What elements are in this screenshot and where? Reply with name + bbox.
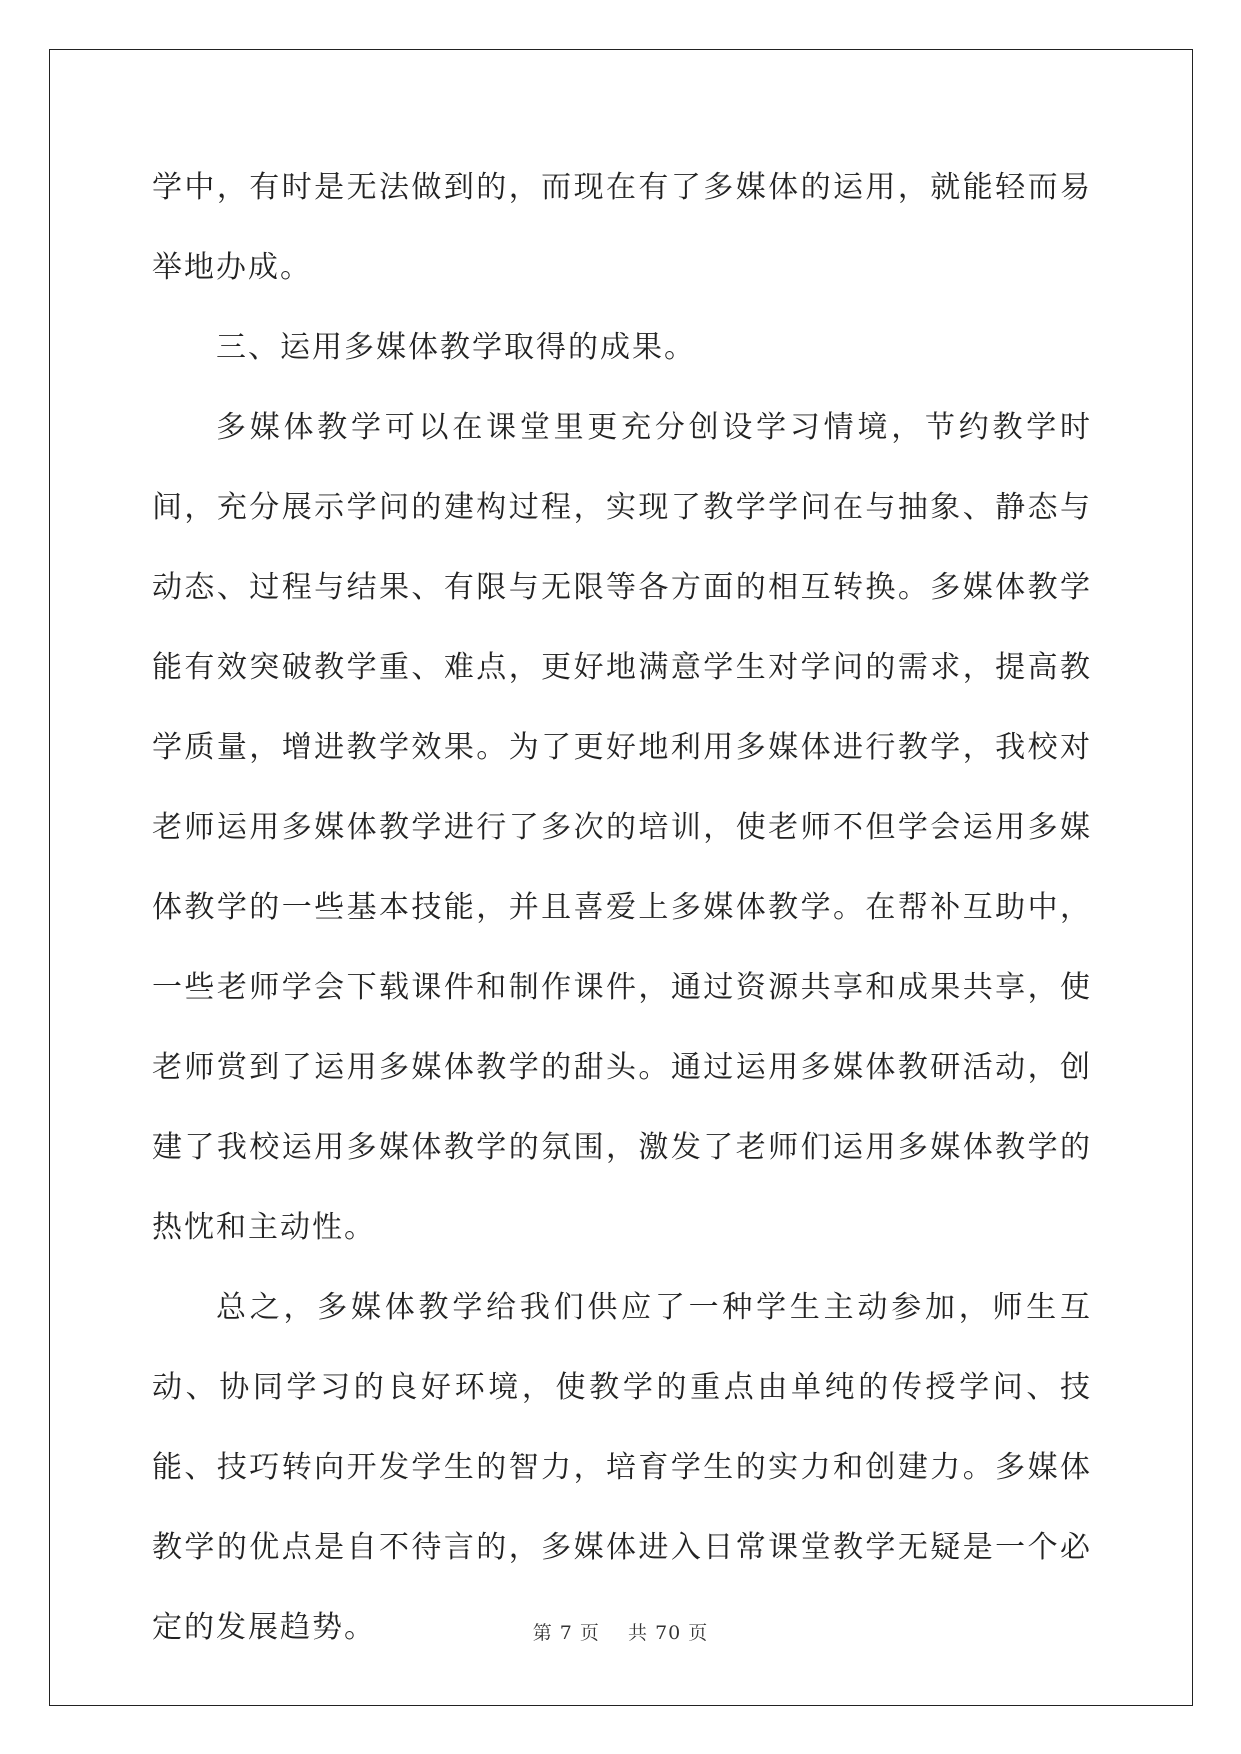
page-footer — [0, 1618, 1241, 1645]
section-heading: 三、运用多媒体教学取得的成果。 — [216, 330, 696, 365]
document-body — [152, 148, 1092, 1668]
paragraph-continuation: 学中，有时是无法做到的，而现在有了多媒体的运用，就能轻而易举地办成。 — [152, 170, 1092, 285]
paragraph-summary: 总之，多媒体教学给我们供应了一种学生主动参加，师生互动、协同学习的良好环境，使教学的重点由单纯的传授学问、技能、技巧转向开发学生的智力，培育学生的实力和创建力。多媒体教学的优点是自不待言的，多媒体进入日常课堂教学无疑是一个必定的发展趋势。 — [152, 1290, 1092, 1645]
paragraph-body: 多媒体教学可以在课堂里更充分创设学习情境，节约教学时间，充分展示学问的建构过程，实现了教学学问在与抽象、静态与动态、过程与结果、有限与无限等各方面的相互转换。多媒体教学能有效突破教学重、难点，更好地满意学生对学问的需求，提高教学质量，增进教学效果。为了更好地利用多媒体进行教学，我校对老师运用多媒体教学进行了多次的培训，使老师不但学会运用多媒体教学的一些基本技能，并且喜爱上多媒体教学。在帮补互助中，一些老师学会下载课件和制作课件，通过资源共享和成果共享，使老师赏到了运用多媒体教学的甜头。通过运用多媒体教研活动，创建了我校运用多媒体教学的氛围，激发了老师们运用多媒体教学的热忱和主动性。 — [152, 410, 1092, 1245]
page-number: 第 7 页 共 70 页 — [532, 1622, 709, 1644]
